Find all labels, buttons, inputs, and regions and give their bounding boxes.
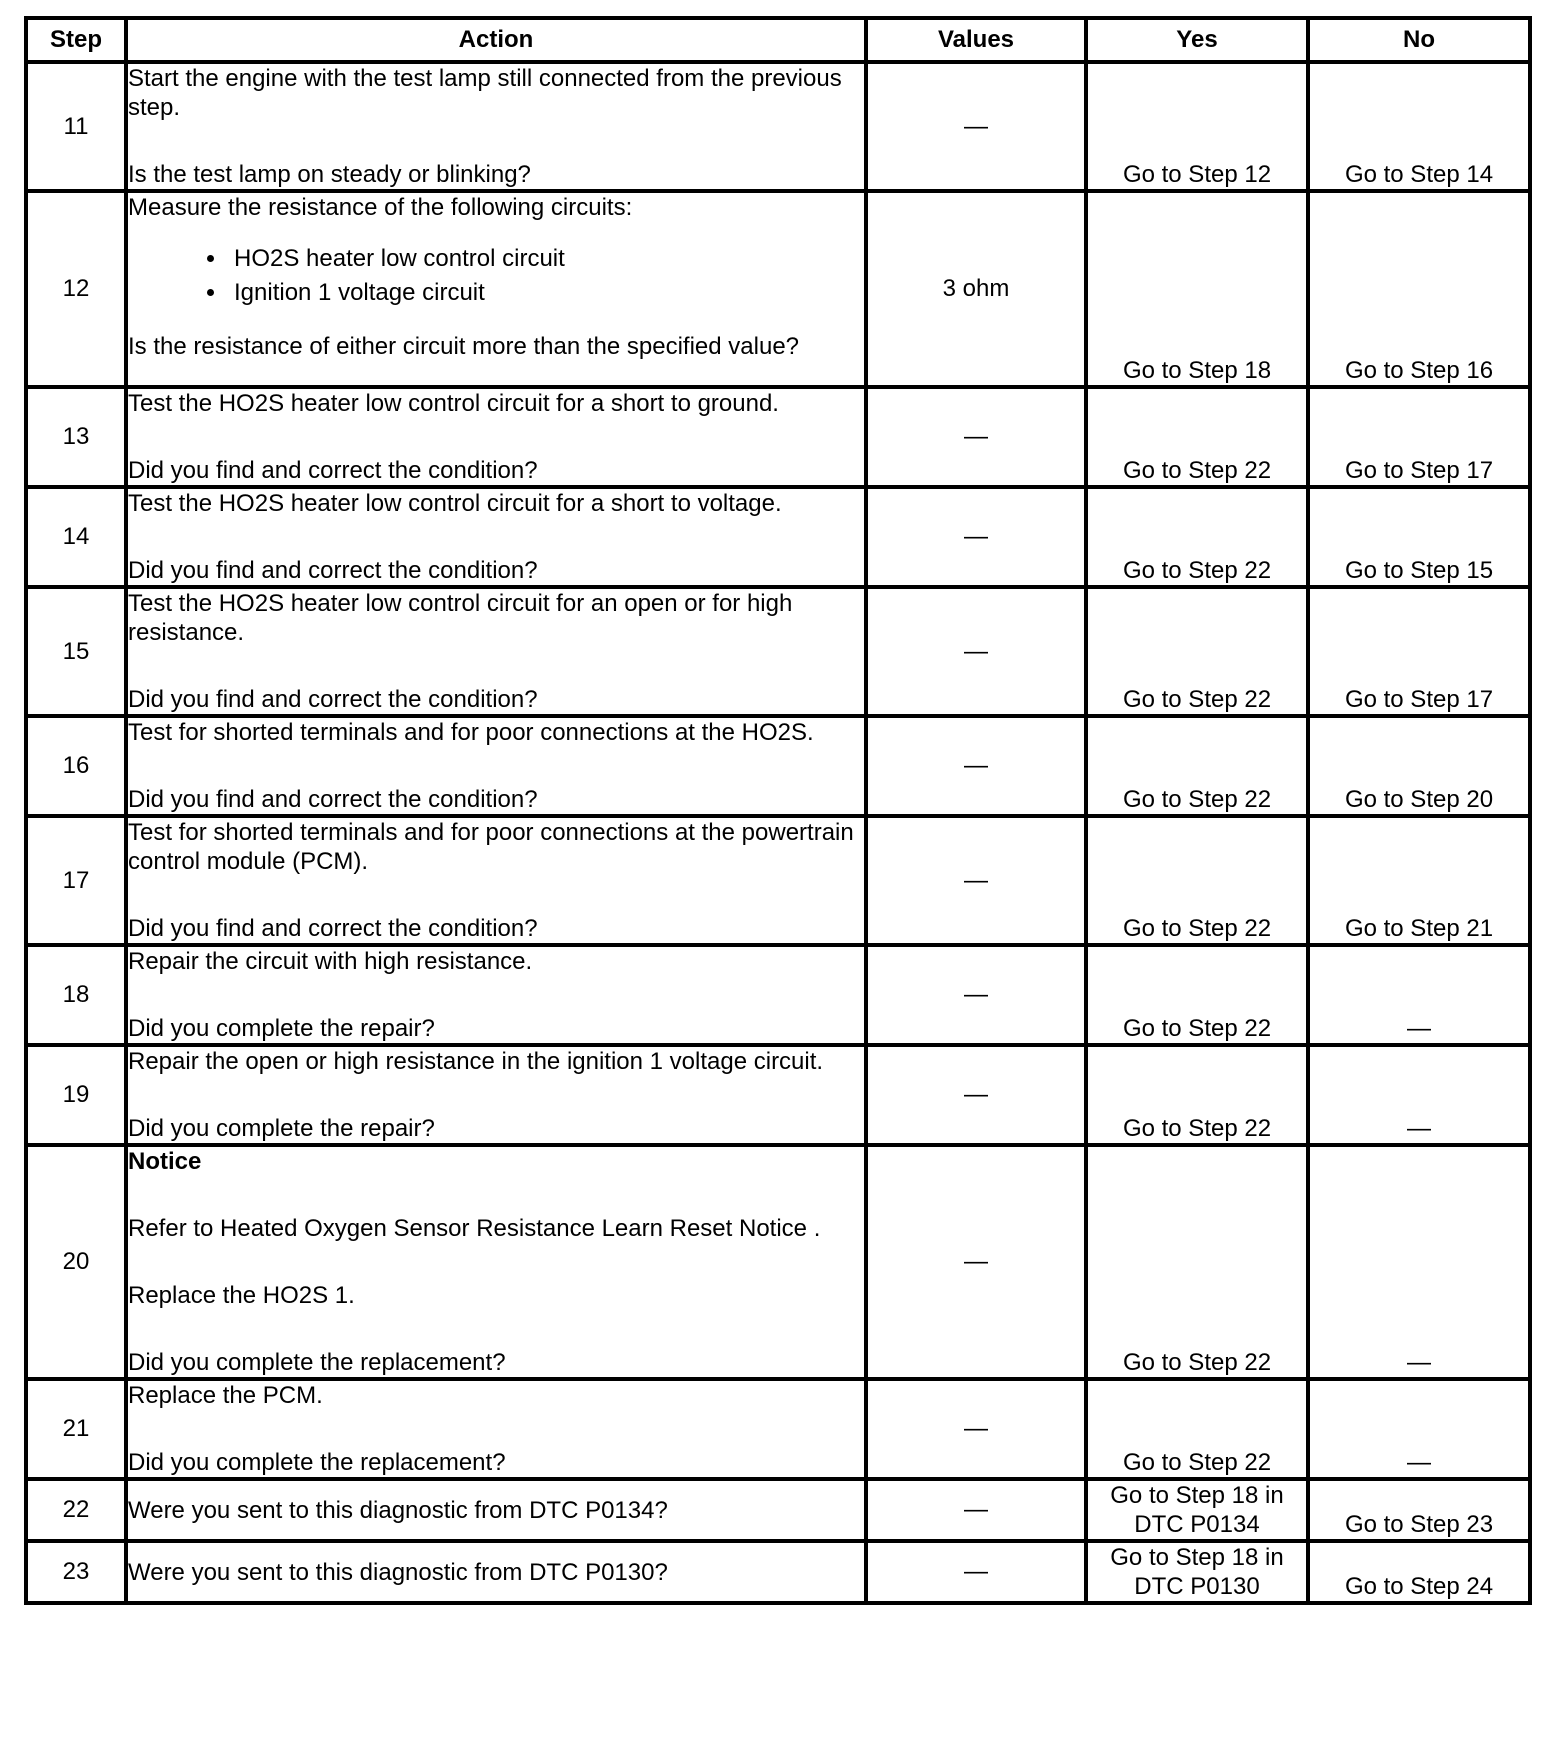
values-cell: — xyxy=(866,387,1086,487)
values-cell: — xyxy=(866,1045,1086,1145)
step-number: 12 xyxy=(26,191,126,387)
action-instruction: Start the engine with the test lamp still connected from the previous step. xyxy=(128,65,842,121)
step-number: 22 xyxy=(26,1479,126,1541)
action-question: Did you find and correct the condition? xyxy=(128,786,538,813)
step-number: 19 xyxy=(26,1045,126,1145)
step-number: 17 xyxy=(26,816,126,945)
table-row xyxy=(26,1145,1530,1379)
no-cell: — xyxy=(1308,1145,1530,1379)
yes-cell: Go to Step 22 xyxy=(1086,945,1308,1045)
table-row xyxy=(26,387,1530,487)
header-yes: Yes xyxy=(1086,18,1308,62)
diagnostic-table xyxy=(24,16,1532,1605)
action-cell xyxy=(126,1379,866,1479)
yes-cell: Go to Step 22 xyxy=(1086,716,1308,816)
yes-cell: Go to Step 12 xyxy=(1086,62,1308,191)
action-instruction: Replace the PCM. xyxy=(128,1382,323,1409)
action-cell xyxy=(126,387,866,487)
table-row xyxy=(26,1045,1530,1145)
action-question: Did you complete the repair? xyxy=(128,1015,435,1042)
list-item: • HO2S heater low control circuit xyxy=(228,242,864,276)
yes-cell: Go to Step 22 xyxy=(1086,487,1308,587)
no-cell: Go to Step 17 xyxy=(1308,587,1530,716)
values-cell: — xyxy=(866,487,1086,587)
table-row xyxy=(26,487,1530,587)
action-question: Is the test lamp on steady or blinking? xyxy=(128,161,531,188)
action-cell xyxy=(126,62,866,191)
step-number: 15 xyxy=(26,587,126,716)
yes-cell: Go to Step 18 xyxy=(1086,191,1308,387)
table-row xyxy=(26,1379,1530,1479)
yes-cell xyxy=(1086,1541,1308,1603)
no-cell: Go to Step 24 xyxy=(1308,1541,1530,1603)
no-cell: Go to Step 20 xyxy=(1308,716,1530,816)
no-cell: Go to Step 23 xyxy=(1308,1479,1530,1541)
table-row xyxy=(26,945,1530,1045)
action-question: Did you complete the repair? xyxy=(128,1115,435,1142)
action-question: Did you find and correct the condition? xyxy=(128,557,538,584)
yes-line: Go to Step 18 in xyxy=(1110,1544,1284,1571)
header-action: Action xyxy=(126,18,866,62)
yes-line: DTC P0130 xyxy=(1134,1573,1260,1600)
action-question: Did you find and correct the condition? xyxy=(128,915,538,942)
action-instruction: Repair the circuit with high resistance. xyxy=(128,948,533,975)
table-row xyxy=(26,716,1530,816)
table-row xyxy=(26,1479,1530,1541)
no-cell: — xyxy=(1308,1045,1530,1145)
values-cell: — xyxy=(866,1379,1086,1479)
action-instruction: Test the HO2S heater low control circuit for an open or for high resistance. xyxy=(128,590,793,646)
header-values: Values xyxy=(866,18,1086,62)
table-row xyxy=(26,191,1530,387)
action-cell xyxy=(126,191,866,387)
no-cell: Go to Step 17 xyxy=(1308,387,1530,487)
action-cell xyxy=(126,587,866,716)
table-body xyxy=(26,62,1530,1603)
action-instruction: Measure the resistance of the following circuits: xyxy=(128,194,633,221)
action-question: Did you find and correct the condition? xyxy=(128,686,538,713)
header-no: No xyxy=(1308,18,1530,62)
step-number: 21 xyxy=(26,1379,126,1479)
yes-cell: Go to Step 22 xyxy=(1086,1045,1308,1145)
action-question: Did you complete the replacement? xyxy=(128,1349,506,1376)
action-cell xyxy=(126,1045,866,1145)
action-instruction: Test the HO2S heater low control circuit for a short to voltage. xyxy=(128,490,782,517)
values-cell: — xyxy=(866,62,1086,191)
action-cell xyxy=(126,1145,866,1379)
yes-cell xyxy=(1086,1479,1308,1541)
yes-line: Go to Step 18 in xyxy=(1110,1482,1284,1509)
yes-cell: Go to Step 22 xyxy=(1086,587,1308,716)
circuit-list xyxy=(128,242,864,310)
action-instruction: Repair the open or high resistance in the ignition 1 voltage circuit. xyxy=(128,1048,824,1075)
action-question: Did you find and correct the condition? xyxy=(128,457,538,484)
values-cell: — xyxy=(866,1145,1086,1379)
table-row xyxy=(26,587,1530,716)
action-question: Were you sent to this diagnostic from DTC P0134? xyxy=(128,1496,668,1524)
step-number: 16 xyxy=(26,716,126,816)
yes-cell: Go to Step 22 xyxy=(1086,387,1308,487)
values-cell: — xyxy=(866,816,1086,945)
values-cell: 3 ohm xyxy=(866,191,1086,387)
action-instruction: Test for shorted terminals and for poor connections at the HO2S. xyxy=(128,719,814,746)
action-instruction: Test the HO2S heater low control circuit for a short to ground. xyxy=(128,390,779,417)
table-header xyxy=(26,18,1530,62)
yes-cell: Go to Step 22 xyxy=(1086,816,1308,945)
step-number: 14 xyxy=(26,487,126,587)
table-row xyxy=(26,816,1530,945)
header-step: Step xyxy=(26,18,126,62)
no-cell: Go to Step 21 xyxy=(1308,816,1530,945)
no-cell: — xyxy=(1308,945,1530,1045)
no-cell: Go to Step 14 xyxy=(1308,62,1530,191)
action-cell xyxy=(126,1479,866,1541)
step-number: 18 xyxy=(26,945,126,1045)
table-row xyxy=(26,62,1530,191)
yes-cell: Go to Step 22 xyxy=(1086,1379,1308,1479)
action-question: Is the resistance of either circuit more than the specified value? xyxy=(128,333,800,360)
values-cell: — xyxy=(866,587,1086,716)
values-cell: — xyxy=(866,1479,1086,1541)
yes-line: DTC P0134 xyxy=(1134,1511,1260,1538)
notice-heading: Notice xyxy=(128,1148,202,1175)
action-question: Did you complete the replacement? xyxy=(128,1449,506,1476)
action-cell xyxy=(126,716,866,816)
action-instruction: Test for shorted terminals and for poor connections at the powertrain control module (PCM). xyxy=(128,819,854,875)
values-cell: — xyxy=(866,1541,1086,1603)
no-cell: Go to Step 16 xyxy=(1308,191,1530,387)
values-cell: — xyxy=(866,716,1086,816)
action-cell xyxy=(126,487,866,587)
action-question: Were you sent to this diagnostic from DTC P0130? xyxy=(128,1558,668,1586)
yes-cell: Go to Step 22 xyxy=(1086,1145,1308,1379)
action-cell xyxy=(126,816,866,945)
step-number: 11 xyxy=(26,62,126,191)
header-row xyxy=(26,18,1530,62)
action-instruction: Replace the HO2S 1. xyxy=(128,1282,355,1309)
step-number: 23 xyxy=(26,1541,126,1603)
table-row xyxy=(26,1541,1530,1603)
step-number: 13 xyxy=(26,387,126,487)
notice-text: Refer to Heated Oxygen Sensor Resistance Learn Reset Notice . xyxy=(128,1215,821,1242)
step-number: 20 xyxy=(26,1145,126,1379)
list-item: • Ignition 1 voltage circuit xyxy=(228,276,864,310)
action-cell xyxy=(126,1541,866,1603)
no-cell: Go to Step 15 xyxy=(1308,487,1530,587)
action-cell xyxy=(126,945,866,1045)
values-cell: — xyxy=(866,945,1086,1045)
no-cell: — xyxy=(1308,1379,1530,1479)
